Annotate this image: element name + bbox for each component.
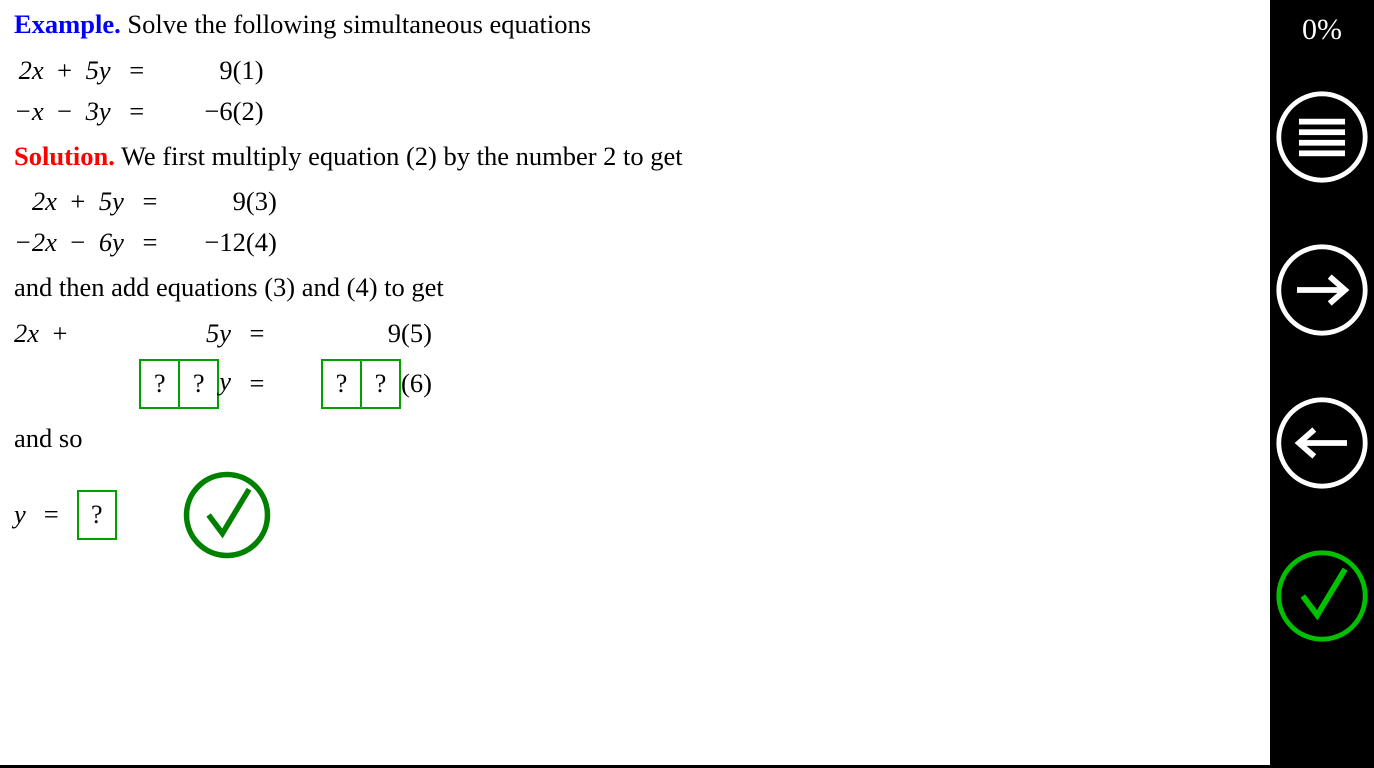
equation-rhs: 9: [387, 317, 402, 348]
equation-group-3: [14, 313, 432, 414]
next-button[interactable]: [1270, 213, 1374, 366]
equation-tag: (5): [401, 317, 432, 348]
example-keyword: Example.: [14, 9, 121, 39]
equation-lhs: 2x: [18, 54, 44, 85]
answer-box-coefficient-2[interactable]: ?: [179, 359, 219, 409]
equation-rhs: 9: [232, 186, 246, 217]
equation-lhs: −2x: [14, 227, 57, 258]
final-check-cell: [117, 464, 273, 566]
equation-term: 6y: [98, 227, 124, 258]
equation-term: 5y: [85, 54, 111, 85]
solution-keyword: Solution.: [14, 140, 115, 171]
answer-box-rhs-1[interactable]: ?: [321, 359, 361, 409]
rhs-box-group: [321, 359, 401, 409]
right-toolbar: [1270, 0, 1374, 765]
equation-operator: −: [70, 227, 86, 258]
and-so-line: and so: [14, 422, 83, 453]
arrow-left-circle-icon[interactable]: [1274, 395, 1370, 491]
answer-box-coefficient-1[interactable]: ?: [139, 359, 179, 409]
solution-text: We first multiply equation (2) by the number 2 to get: [121, 140, 683, 171]
final-variable: y: [14, 499, 26, 529]
equation-rhs: −12: [204, 227, 246, 258]
check-answer-button[interactable]: [1270, 519, 1374, 672]
equation-rhs-answer: [283, 354, 401, 414]
equation-row: [14, 181, 277, 222]
check-mark-circle-icon[interactable]: [181, 469, 273, 561]
equation-rhs: −6: [204, 95, 233, 126]
solution-line: [14, 138, 1260, 176]
equation-lhs-empty: [14, 354, 39, 414]
final-equals: =: [43, 499, 59, 529]
equation-equals: =: [249, 317, 265, 348]
answer-box-final[interactable]: ?: [77, 490, 117, 540]
final-answer-group: [14, 464, 273, 566]
equation-tag: (6): [401, 368, 432, 399]
equation-operator: +: [52, 317, 68, 348]
equation-group-1: [14, 50, 264, 132]
final-answer-cell: [77, 464, 117, 566]
equation-row: [14, 91, 264, 132]
equation-row: [14, 464, 273, 566]
progress-percent-label: 0%: [1270, 0, 1374, 60]
equation-lhs: −x: [14, 95, 44, 126]
equation-tag: (1): [232, 54, 264, 85]
equation-variable: y: [219, 365, 232, 396]
equation-equals: =: [142, 227, 158, 258]
equation-row: [14, 222, 277, 263]
equation-equals: =: [129, 95, 145, 126]
equation-term: 5y: [206, 317, 232, 348]
previous-button[interactable]: [1270, 366, 1374, 519]
equation-row: [14, 313, 432, 354]
equation-tag: (3): [245, 186, 277, 217]
example-text: Solve the following simultaneous equations: [127, 9, 592, 39]
equation-rhs: 9: [219, 54, 233, 85]
equation-term: 5y: [98, 186, 124, 217]
equation-operator: +: [70, 186, 86, 217]
coefficient-box-group: [139, 359, 231, 409]
equation-operator: +: [57, 54, 73, 85]
equation-equals: =: [142, 186, 158, 217]
example-line: [14, 6, 1260, 44]
equation-term: 3y: [85, 95, 111, 126]
answer-box-rhs-2[interactable]: ?: [361, 359, 401, 409]
menu-button[interactable]: [1270, 60, 1374, 213]
equation-lhs: 2x: [31, 186, 57, 217]
hamburger-menu-icon[interactable]: [1274, 89, 1370, 185]
equation-equals: =: [129, 54, 145, 85]
equation-group-2: [14, 181, 277, 263]
equation-row: [14, 50, 264, 91]
equation-row: [14, 354, 432, 414]
arrow-right-circle-icon[interactable]: [1274, 242, 1370, 338]
equation-lhs: 2x: [14, 317, 40, 348]
equation-equals: =: [249, 368, 265, 399]
equation-tag: (4): [245, 227, 277, 258]
equation-term-answer: [81, 354, 231, 414]
add-equations-line: and then add equations (3) and (4) to get: [14, 272, 444, 303]
equation-tag: (2): [232, 95, 264, 126]
equation-operator: −: [57, 95, 73, 126]
check-mark-circle-icon[interactable]: [1274, 548, 1370, 644]
equation-operator-empty: [39, 354, 81, 414]
